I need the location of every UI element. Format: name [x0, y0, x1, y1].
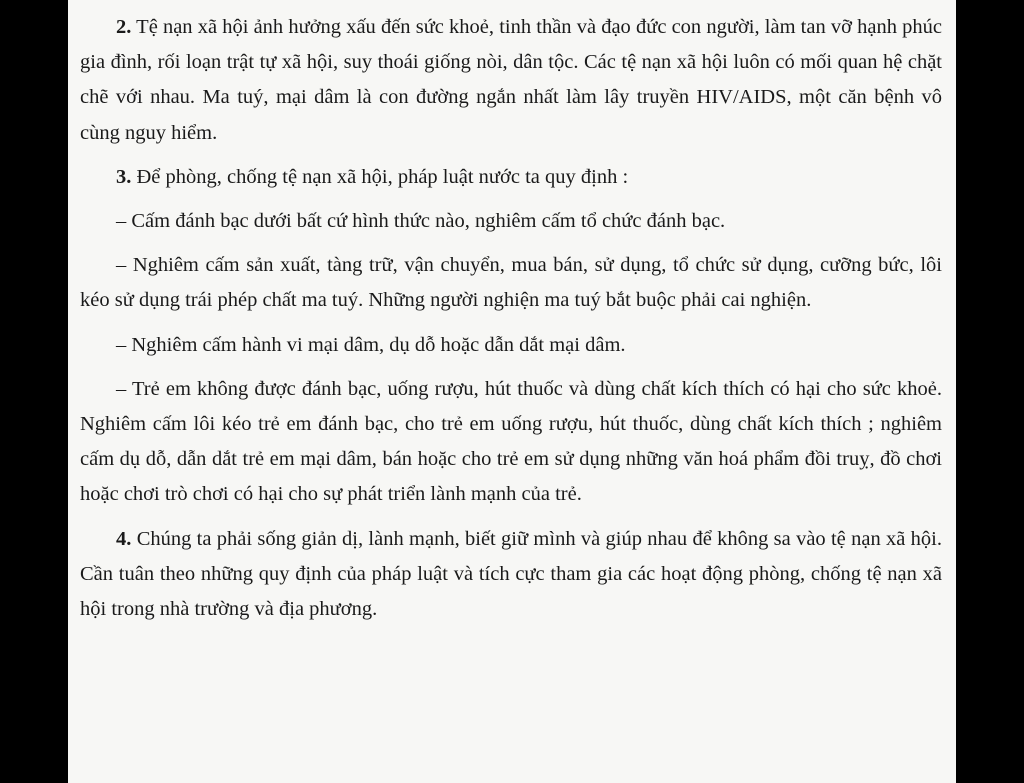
- list-item: – Cấm đánh bạc dưới bất cứ hình thức nào, nghiêm cấm tổ chức đánh bạc.: [116, 210, 726, 233]
- list-item: – Nghiêm cấm hành vi mại dâm, dụ dỗ hoặc dẫn dắt mại dâm.: [116, 333, 626, 356]
- section-2-text: Tệ nạn xã hội ảnh hưởng xấu đến sức khoẻ, tinh thần và đạo đức con người, làm tan vỡ hạnh phúc gia đình, rối loạn trật tự xã hội, suy thoái giống nòi, dân tộc. Các tệ nạn xã hội luôn có mối quan hệ chặt chẽ với nhau. Ma tuý, mại dâm là con đường ngắn nhất làm lây truyền HIV/AIDS, một căn bệnh vô cùng nguy hiểm.: [80, 16, 942, 144]
- section-2-paragraph: [80, 10, 942, 151]
- section-2-number: 2.: [116, 16, 132, 38]
- section-4-number: 4.: [116, 527, 132, 550]
- section-3-text: Để phòng, chống tệ nạn xã hội, pháp luật nước ta quy định :: [136, 165, 629, 188]
- section-3-number: 3.: [116, 165, 132, 188]
- section-4-paragraph: [80, 522, 942, 628]
- list-item: – Trẻ em không được đánh bạc, uống rượu, hút thuốc và dùng chất kích thích có hại cho sức khoẻ. Nghiêm cấm lôi kéo trẻ em đánh bạc, cho trẻ em uống rượu, hút thuốc, dùng chất kích thích ; nghiêm cấm dụ dỗ, dẫn dắt trẻ em mại dâm, bán hoặc cho trẻ em sử dụng những văn hoá phẩm đồi truỵ, đồ chơi hoặc chơi trò chơi có hại cho sự phát triển lành mạnh của trẻ.: [80, 377, 942, 506]
- document-page: [68, 0, 956, 783]
- section-4-text: Chúng ta phải sống giản dị, lành mạnh, biết giữ mình và giúp nhau để không sa vào tệ nạn xã hội. Cần tuân theo những quy định của pháp luật và tích cực tham gia các hoạt động phòng, chống tệ nạn xã hội trong nhà trường và địa phương.: [80, 527, 942, 621]
- document-body: [80, 10, 942, 627]
- list-item: – Nghiêm cấm sản xuất, tàng trữ, vận chuyển, mua bán, sử dụng, tổ chức sử dụng, cưỡng bức, lôi kéo sử dụng trái phép chất ma tuý. Những người nghiện ma tuý bắt buộc phải cai nghiện.: [80, 254, 942, 312]
- section-3-paragraph: [80, 160, 942, 195]
